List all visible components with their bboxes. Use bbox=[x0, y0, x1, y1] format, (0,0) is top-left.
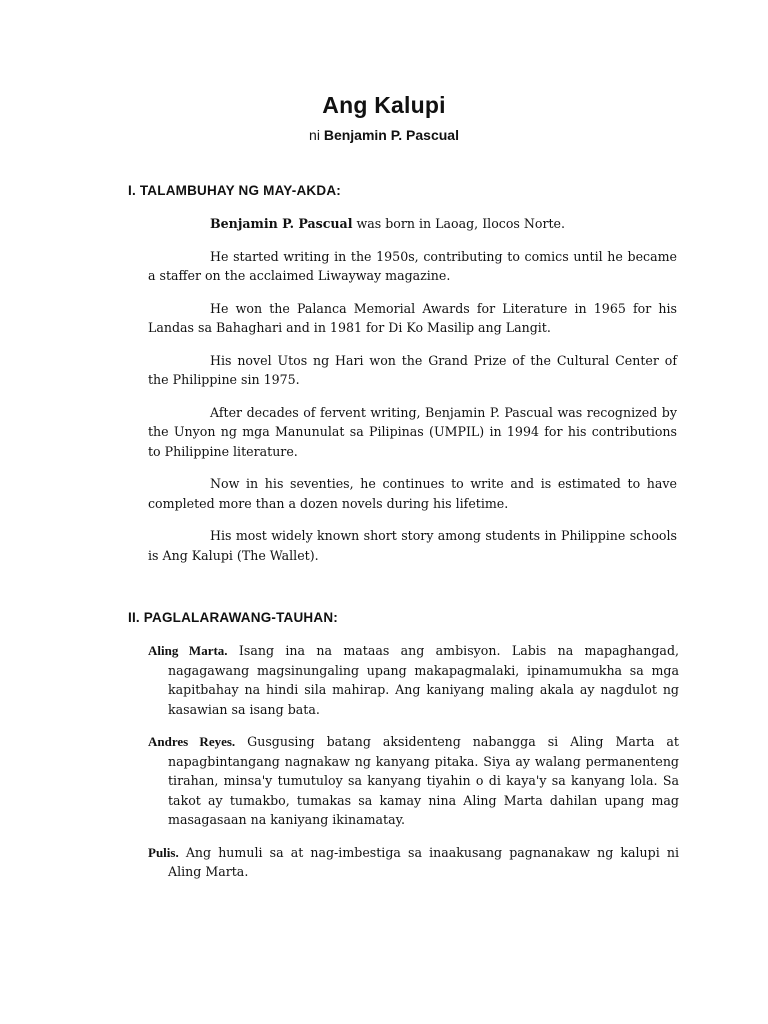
character-name: Pulis. bbox=[148, 844, 179, 860]
biography-paragraphs bbox=[148, 214, 677, 578]
document-byline bbox=[0, 127, 768, 143]
character-description: Gusgusing batang aksidenteng nabangga si Aling Marta at napagbintangang nagnakaw ng kanyang pitaka. Siya ay walang permanenteng tirahan, minsa'y tumutuloy sa kanyang tiyahin o di kaya'y sa kanyang lola. Sa takot ay tumakbo, tumakas sa kamay nina Aling Marta dahilan upang mag masagasaan na kaniyang ikinamatay. bbox=[168, 734, 679, 827]
byline-prefix: ni bbox=[309, 127, 324, 143]
character-entry bbox=[148, 843, 679, 882]
biography-paragraph: He won the Palanca Memorial Awards for Literature in 1965 for his Landas sa Bahaghari and in 1981 for Di Ko Masilip ang Langit. bbox=[148, 300, 677, 335]
section-heading-characters: II. PAGLALARAWANG-TAUHAN: bbox=[128, 610, 338, 625]
character-list bbox=[148, 641, 679, 895]
biography-lead-text: was born in Laoag, Ilocos Norte. bbox=[352, 216, 566, 231]
biography-paragraph bbox=[148, 214, 677, 234]
byline-author: Benjamin P. Pascual bbox=[323, 127, 459, 143]
biography-paragraph: His most widely known short story among students in Philippine schools is Ang Kalupi (The Wallet). bbox=[148, 528, 677, 563]
character-name: Andres Reyes. bbox=[148, 734, 236, 749]
character-entry bbox=[148, 641, 679, 719]
biography-paragraph: His novel Utos ng Hari won the Grand Prize of the Cultural Center of the Philippine sin 1975. bbox=[148, 352, 677, 387]
biography-paragraph: After decades of fervent writing, Benjamin P. Pascual was recognized by the Unyon ng mga Manunulat sa Pilipinas (UMPIL) in 1994 for his contributions to Philippine literature. bbox=[148, 404, 677, 459]
section-heading-biography: I. TALAMBUHAY NG MAY-AKDA: bbox=[128, 183, 341, 198]
character-description: Isang ina na mataas ang ambisyon. Labis na mapaghangad, nagagawang magsinungaling upang makapagmalaki, ipinamumukha sa mga kapitbahay na hindi sila mahirap. Ang kaniyang maling akala ay nagdulot ng kasawian sa isang bata. bbox=[168, 643, 680, 717]
character-entry bbox=[148, 732, 679, 830]
biography-paragraph: He started writing in the 1950s, contributing to comics until he became a staffer on the acclaimed Liwayway magazine. bbox=[148, 248, 677, 283]
document-title: Ang Kalupi bbox=[322, 92, 446, 118]
biography-lead-name: Benjamin P. Pascual bbox=[210, 216, 353, 231]
character-name: Aling Marta. bbox=[148, 643, 228, 658]
biography-paragraph: Now in his seventies, he continues to write and is estimated to have completed more than a dozen novels during his lifetime. bbox=[148, 476, 677, 511]
character-description: Ang humuli sa at nag-imbestiga sa inaakusang pagnanakaw ng kalupi ni Aling Marta. bbox=[168, 844, 679, 879]
